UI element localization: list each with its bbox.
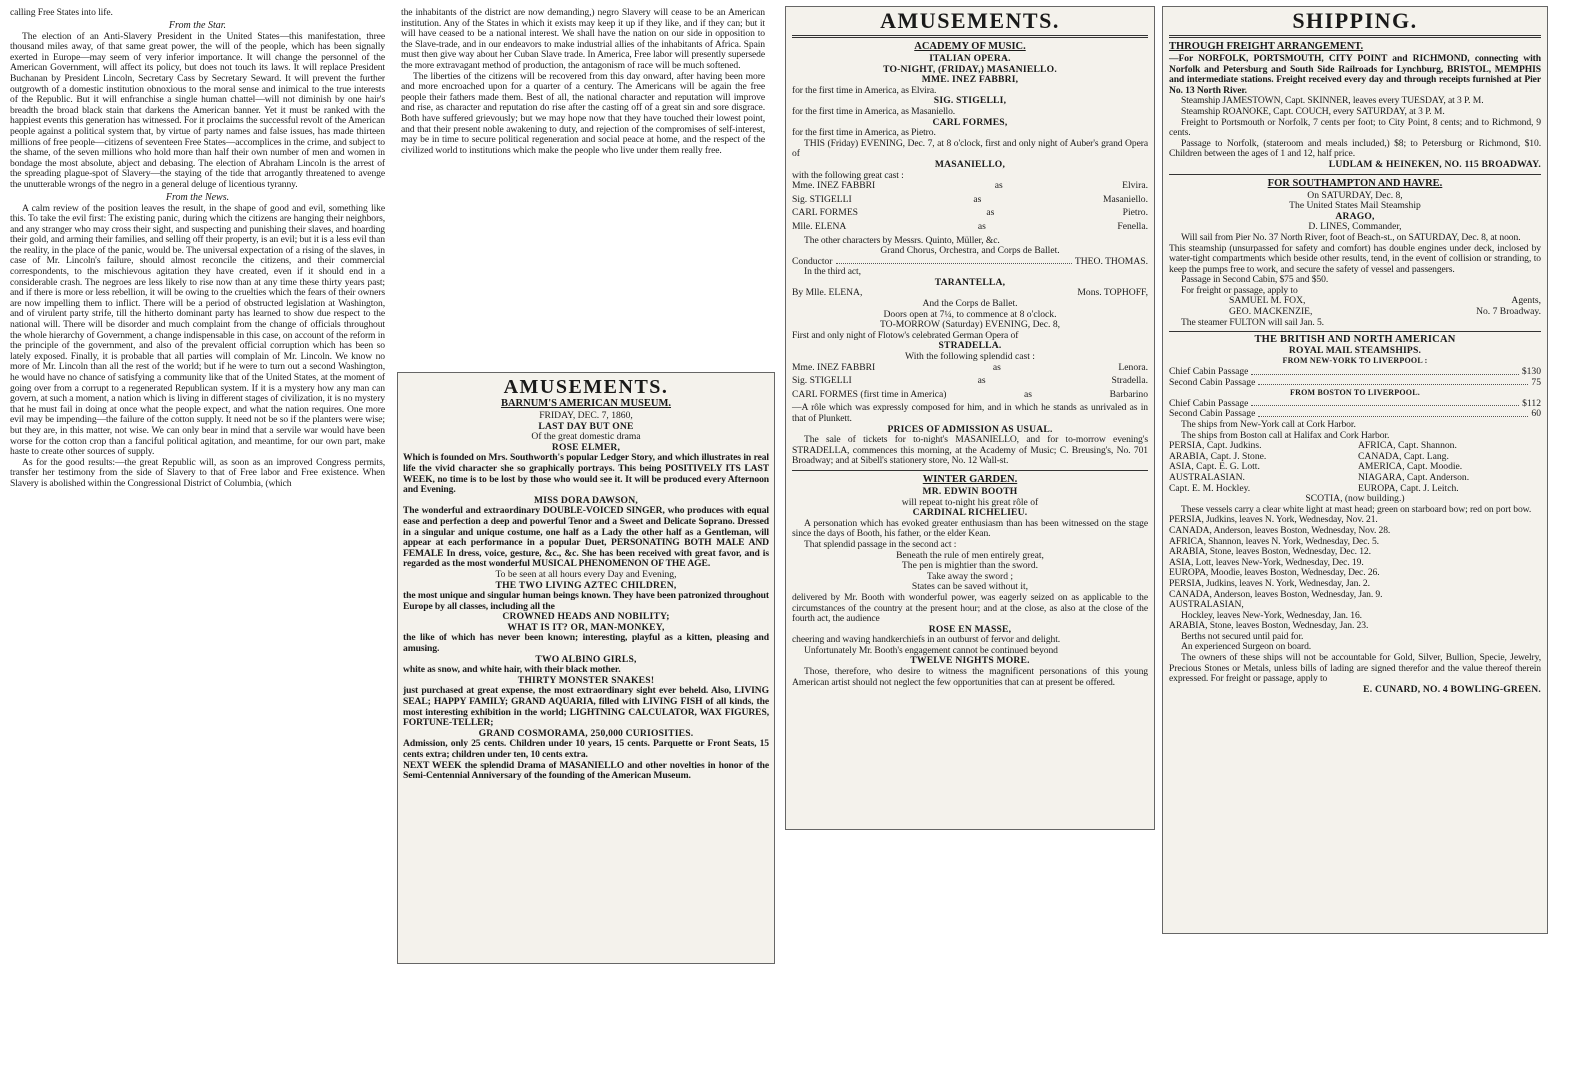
ad-line: MISS DORA DAWSON, (534, 494, 638, 506)
ad-line: MME. INEZ FABBRI, (921, 74, 1019, 86)
ad-paragraph: This steamship (unsurpassed for safety and comfort) has double engines under deck, inclosed by water-tight compartments which beside other results, tend, in the event of collision or stranding, to keep the pumps free to work, and secure the safety of vessel and passengers. (1169, 242, 1541, 275)
ad-paragraph: Will sail from Pier No. 37 North River, foot of Beach-st., on SATURDAY, Dec. 8, at noon. (1181, 231, 1521, 243)
ad-paragraph: Freight to Portsmouth or Norfolk, 7 cents per foot; to City Point, 8 cents; and to Richmond, 9 cents. (1169, 116, 1541, 139)
ad-paragraph: Unfortunately Mr. Booth's engagement cannot be continued beyond (804, 644, 1058, 656)
sailing-line: CANADA, Anderson, leaves Boston, Wednesday, Nov. 28. (1169, 524, 1391, 536)
through-freight-title: THROUGH FREIGHT ARRANGEMENT. (1169, 41, 1364, 52)
fare-row: Chief Cabin Passage $112 (1169, 397, 1541, 409)
amusements-heading: AMUSEMENTS. (503, 376, 669, 398)
ad-line: On SATURDAY, Dec. 8, (1307, 189, 1403, 201)
ad-line: TWO ALBINO GIRLS, (535, 653, 637, 665)
ad-line: CARL FORMES, (932, 116, 1008, 128)
southampton-title: FOR SOUTHAMPTON AND HAVRE. (1267, 177, 1443, 189)
editorial-continuation (397, 6, 769, 360)
ship-name: AFRICA, Capt. Shannon. (1358, 440, 1457, 452)
ad-paragraph: The sale of tickets for to-night's MASANIELLO, and for to-morrow evening's STRADELLA, commences this morning, at the Academy of Music; C. Breusing's, No. 701 Broadway; and at Sibell's stationery store, No. 12 Wall-st. (792, 434, 1148, 467)
academy-advertisement (785, 6, 1155, 830)
ad-line: SIG. STIGELLI, (933, 95, 1007, 107)
ad-line: Passage in Second Cabin, $75 and $50. (1181, 274, 1329, 286)
cunard-title: THE BRITISH AND NORTH AMERICAN (1254, 334, 1456, 346)
ad-line: An experienced Surgeon on board. (1181, 641, 1312, 653)
ad-line: For freight or passage, apply to (1181, 284, 1298, 296)
ad-line: The ships from Boston call at Halifax and Cork Harbor. (1181, 429, 1390, 441)
news-heading: From the News. (165, 191, 230, 203)
fare-row: Second Cabin Passage 60 (1169, 408, 1541, 420)
ad-line: MR. EDWIN BOOTH (922, 485, 1018, 497)
academy-title: ACADEMY OF MUSIC. (914, 41, 1026, 52)
star-paragraph: The election of an Anti-Slavery President in the United States—this manifestation, three thousand miles away, of that same great power, the will of the people, which has been signally exerted in Europe—may seem of very inferior importance. It will change the personnel of the American Government, will affect its policy, but does not touch its laws. It will replace President Buchanan by President Lincoln, Secretary Cass by Secretary Seward. It will prevent the further outgrowth of a domestic institution obnoxious to the moral sense and inimical to the true interests of the Republic. But it will enfranchise a single human chattel—will not diminish by one hair's breadth the broad black stain that darkens the American banner. Yet it must be ranked with the happiest events this generation has witnessed. For it proclaims the successful revolt of the American people against a political system that, by virtue of party names and false issues, has made thirteen millions of free people—citizens of seventeen Free States—accomplices in the crime, and subject to the shame, of the seven millions who hold more than half their own number of men and women in bondage the most absolute, abject and debasing. The election of Abraham Lincoln is the arrest of the spreading plague-spot of Slavery—the staying of the tide that arrogantly threatened to avenge the unutterable wrongs of the negro in a general deluge of licentious tyranny. (10, 30, 385, 190)
cast-row: CARL FORMES (first time in America) as Barbarino (792, 388, 1148, 400)
ad-line: ARAGO, (1335, 210, 1375, 222)
cunard-subtitle: ROYAL MAIL STEAMSHIPS. (1288, 344, 1422, 356)
quote-line: States can be saved without it, (911, 581, 1029, 593)
ad-line: TARANTELLA, (934, 276, 1006, 288)
ad-line: with the following great cast : (792, 169, 904, 181)
star-heading: From the Star. (168, 19, 227, 31)
ad-line: STRADELLA. (938, 340, 1002, 352)
ad-paragraph: white as snow, and white hair, with their black mother. (403, 664, 621, 676)
ad-line: TWELVE NIGHTS MORE. (910, 655, 1030, 667)
ship-name: NIAGARA, Capt. Anderson. (1358, 471, 1470, 483)
ad-line: Of the great domestic drama (531, 431, 641, 443)
sailing-line: PERSIA, Judkins, leaves N. York, Wednesday, Jan. 2. (1169, 577, 1370, 589)
ad-paragraph: These vessels carry a clear white light at mast head; green on starboard bow; red on port bow. (1181, 503, 1532, 515)
ad-line: E. CUNARD, NO. 4 BOWLING-GREEN. (1363, 683, 1541, 695)
ad-line: That splendid passage in the second act : (804, 538, 957, 550)
ad-line: Grand Chorus, Orchestra, and Corps de Ballet. (880, 245, 1060, 257)
ad-line: THE TWO LIVING AZTEC CHILDREN, (495, 579, 677, 591)
ad-line: GRAND COSMORAMA, 250,000 CURIOSITIES. (478, 727, 694, 739)
ad-line: TO-MORROW (Saturday) EVENING, Dec. 8, (879, 319, 1061, 331)
sailing-line: CANADA, Anderson, leaves Boston, Wednesday, Jan. 9. (1169, 588, 1383, 600)
ad-line: WHAT IS IT? OR, MAN-MONKEY, (507, 621, 665, 633)
ad-paragraph: The wonderful and extraordinary DOUBLE-VOICED SINGER, who produces with equal ease and perfection a deep and powerful Tenor and a Sweet and Delicate Soprano. Dressed in a singular and unique costume, one half as a Lady the other half as a Gentleman, will appear at each performance in a popular Duet, PERSONATING BOTH MALE AND FEMALE In dress, voice, gesture, &c., &c. She has been received with great favor, and is regarded as the most wonderful MUSICAL PHENOMENON OF THE AGE. (403, 505, 769, 570)
ad-line: ROSE EN MASSE, (928, 623, 1012, 635)
ad-line: Berths not secured until paid for. (1181, 630, 1304, 642)
ship-name: EUROPA, Capt. J. Leitch. (1358, 482, 1459, 494)
rule (1169, 35, 1541, 38)
ad-line: MASANIELLO, (934, 158, 1006, 170)
editorial-column (6, 6, 389, 1078)
ad-paragraph: Those, therefore, who desire to witness the magnificent personations of this young American artist should not neglect the few opportunities that can at present be offered. (792, 666, 1148, 688)
rule (792, 470, 1148, 471)
ad-line: CARDINAL RICHELIEU. (912, 507, 1028, 519)
sailing-line: AFRICA, Shannon, leaves N. York, Wednesday, Dec. 5. (1169, 535, 1379, 547)
ad-line: FROM NEW-YORK TO LIVERPOOL : (1282, 356, 1428, 366)
cast-row: Mme. INEZ FABBRI as Elvira. (792, 180, 1148, 192)
agents-row: SAMUEL M. FOX, Agents, (1229, 295, 1541, 307)
ad-paragraph: THIS (Friday) EVENING, Dec. 7, at 8 o'clock, first and only night of Auber's grand Opera of (792, 137, 1148, 160)
continuation-paragraph: the inhabitants of the district are now demanding,) negro Slavery will cease to be an American institution. Any of the States in which it exists may keep it up if they like, and if they can; but it will have ceased to be a national interest. We shall have the nation on our side in opposition to the Slave-trade, and in our endeavors to make industrial allies of the inhabitants of Africa. Spain must then give way about her Cuban Slave trade. In America, Free labor will presently supersede the more extravagant method of production, the antagonism of race will be much softened. (401, 7, 765, 71)
cast-row: Mme. INEZ FABBRI as Lenora. (792, 361, 1148, 373)
ad-line: With the following splendid cast : (905, 351, 1035, 363)
ad-line: First and only night of Flotow's celebrated German Opera of (792, 329, 1019, 341)
barnum-title: BARNUM'S AMERICAN MUSEUM. (500, 398, 672, 409)
ship-name: ASIA, Capt. E. G. Lott. (1169, 461, 1260, 473)
ad-line: LUDLAM & HEINEKEN, NO. 115 BROADWAY. (1328, 158, 1541, 170)
sailing-line: ARABIA, Stone, leaves Boston, Wednesday, Jan. 23. (1169, 620, 1369, 632)
sailing-line: ASIA, Lott, leaves New-York, Wednesday, Dec. 19. (1169, 556, 1364, 568)
ad-line: for the first time in America, as Elvira. (792, 84, 937, 96)
sailing-line: Hockley, leaves New-York, Wednesday, Jan. 16. (1181, 609, 1362, 621)
ad-line: FROM BOSTON TO LIVERPOOL. (1290, 388, 1420, 398)
ad-line: LAST DAY BUT ONE (538, 420, 634, 432)
quote-line: Beneath the rule of men entirely great, (896, 549, 1044, 561)
ballet-row: By Mlle. ELENA, Mons. TOPHOFF, (792, 287, 1148, 299)
quote-line: The pen is mightier than the sword. (901, 560, 1039, 572)
sailing-line: EUROPA, Moodie, leaves Boston, Wednesday, Dec. 26. (1169, 567, 1380, 579)
ad-line: ROSE ELMER, (551, 441, 621, 453)
shipping-heading: SHIPPING. (1292, 8, 1418, 33)
ad-line: FRIDAY, DEC. 7, 1860, (539, 410, 633, 421)
rule (1169, 331, 1541, 332)
intro-line: calling Free States into life. (10, 7, 113, 18)
ad-paragraph: NEXT WEEK the splendid Drama of MASANIELLO and other novelties in honor of the Semi-Centennial Anniversary of the founding of the American Museum. (403, 759, 769, 782)
ad-paragraph: The owners of these ships will not be accountable for Gold, Silver, Bullion, Specie, Jewelry, Precious Stones or Metals, unless bills of lading are signed therefor and the value thereof therein expressed. For freight or passage, apply to (1169, 652, 1541, 685)
ad-line: The other characters by Messrs. Quinto, Müller, &c. (804, 234, 1000, 246)
ad-paragraph: delivered by Mr. Booth with wonderful power, was eagerly seized on as applicable to the circumstances of the country at the present hour; and at the close, as also at the close of the fourth act, the audience (792, 591, 1148, 625)
ship-name: ARABIA, Capt. J. Stone. (1169, 450, 1267, 462)
agents-row: GEO. MACKENZIE, No. 7 Broadway. (1229, 306, 1541, 318)
ad-line: And the Corps de Ballet. (922, 298, 1018, 310)
winter-garden-title: WINTER GARDEN. (922, 473, 1018, 485)
ad-line: The United States Mail Steamship (1289, 200, 1421, 212)
cast-row: Sig. STIGELLI as Masaniello. (792, 193, 1148, 205)
news-paragraph: A calm review of the position leaves the result, in the shape of good and evil, something like this. To take the evil first: The existing panic, during which the citizens are hanging their neighbors, and any stranger who may cross their sight, and suspecting and punishing their slaves, and hoarding their gold, and arming their families, and selling off their property, is an evil; but it is a less evil than the reality, in the place of the panic, would be. The universal expectation of a rising of the slaves, in case of Mr. Lincoln's failure, should almost reconcile the citizens, and their commercial correspondents, to the mischievous agitation they have created, even if it should end in a considerable crash. The negroes are less likely to rise now than at any time these thirty years past; and if there is more or less rebellion, it will be owing to the cruelties which the fears of their owners are now impelling them to inflict. There will be a period of obstructed legislation at Washington, and of virulent party strife, till the hitherto dominant party has learned to show due respect to the national will. There will be disorder and much complaint from the change of officials throughout the whole hierarchy of Government, a change indispensable in this case, on account of the reform in the principle of the government, and also of the prevalent official corruption which has been so lately exposed. Finally, it is probable that all parties will complain of Mr. Lincoln. We know no more of Mr. Lincoln than all the rest of the world; but if he were to turn out a second Washington, he would have no chance of satisfying a community like that of the United States, at the moment of going over from a corrupt to a regenerated Republican system. If it is a mystery how any man can govern, at such a moment, a nation which is living in different stages of civilization, it is no mystery that he must fail in doing at once what the people expect, and what the nation requires. One more evil may be impending—the failure of the cotton supply. It need not be so if the planters were wise; but they are, in this matter, not wise. We can only bear in mind that a servile war would have been worse for the cotton crop than a fanciful political agitation, and meantime, for our own part, make haste to create other sources of supply. (10, 202, 385, 458)
fare-row: Second Cabin Passage 75 (1169, 376, 1541, 388)
ad-line: for the first time in America, as Pietro. (792, 127, 936, 139)
ad-paragraph: A personation which has evoked greater enthusiasm than has been witnessed on the stage since the days of Booth, his father, or the elder Kean. (792, 517, 1148, 540)
ad-line: will repeat to-night his great rôle of (901, 496, 1039, 508)
ad-line: CROWNED HEADS AND NOBILITY; (502, 611, 670, 623)
ad-line: TO-NIGHT, (FRIDAY,) MASANIELLO. (883, 63, 1057, 75)
ad-paragraph: —A rôle which was expressly composed for him, and in which he stands as unrivaled as in that of Plunkett. (792, 402, 1148, 424)
ad-line: Doors open at 7¼, to commence at 8 o'clock. (883, 308, 1057, 320)
ad-line: ITALIAN OPERA. (929, 53, 1011, 64)
fare-row: Chief Cabin Passage $130 (1169, 366, 1541, 378)
ad-paragraph: —For NORFOLK, PORTSMOUTH, CITY POINT and RICHMOND, connecting with Norfolk and Petersburg and South Side Railroads for Lynchburg, BRISTOL, MEMPHIS and intermediate stations. Freight received every day and through receipts furnished at Pier No. 13 North River. (1169, 53, 1541, 96)
continuation-paragraph: The liberties of the citizens will be recovered from this day onward, after having been more and more encroached upon for a quarter of a century. The Americans will be again the free people their fathers made them. Best of all, the national character and reputation will improve and rise, as character and reputation do rise after the casting off of a great sin and sore disgrace. Both have suffered grievously; but we may hope now that they have touched their lowest point, and that their present noble awakening to duty, and rejection of the compromises of self-interest, may be in time to secure political regeneration and social peace at home, and the respect of the civilized world to institutions which make the people who live under them really free. (401, 70, 765, 156)
ad-paragraph: Steamship ROANOKE, Capt. COUCH, every SATURDAY, at 3 P. M. (1181, 105, 1445, 117)
cast-row: CARL FORMES as Pietro. (792, 207, 1148, 219)
rule (792, 35, 1148, 38)
ship-name: CANADA, Capt. Lang. (1358, 450, 1449, 462)
ship-name: AUSTRALASIAN. (1169, 471, 1245, 483)
conductor-row: Conductor THEO. THOMAS. (792, 255, 1148, 267)
ad-paragraph: Which is founded on Mrs. Southworth's popular Ledger Story, and which illustrates in real life the vivid character she so graphically portrays. This being POSITIVELY ITS LAST WEEK, no time is to be lost by those who would see it. It will be produced every Afternoon and Evening. (403, 452, 769, 496)
ad-line: THIRTY MONSTER SNAKES! (517, 674, 655, 686)
cast-row: Mlle. ELENA as Fenella. (792, 220, 1148, 232)
news-paragraph: As for the good results:—the great Republic will, as soon as an improved Congress permits, transfer her testimony from the side of Slavery to that of Free labor and Free existence. When Slavery is abolished within the Congressional District of Columbia, (which (10, 456, 385, 489)
sailing-line: ARABIA, Stone, leaves Boston, Wednesday, Dec. 12. (1169, 546, 1371, 558)
ad-line: The ships from New-York call at Cork Harbor. (1181, 419, 1356, 430)
ad-paragraph: cheering and waving handkerchiefs in an outburst of fervor and delight. (792, 634, 1061, 646)
ad-line: PRICES OF ADMISSION AS USUAL. (887, 423, 1053, 435)
ship-name: AMERICA, Capt. Moodie. (1358, 461, 1463, 473)
ad-paragraph: the most unique and singular human beings known. They have been patronized throughout Europe by all classes, including all the (403, 590, 769, 612)
ship-list (1169, 441, 1541, 494)
ad-line: In the third act, (804, 266, 861, 278)
ad-paragraph: Admission, only 25 cents. Children under 10 years, 15 cents. Parquette or Front Seats, 15 cents extra; children under ten, 10 cents extra. (403, 738, 769, 760)
barnum-advertisement (397, 372, 775, 964)
shipping-advertisement (1162, 6, 1548, 934)
ad-paragraph: Passage to Norfolk, (stateroom and meals included,) $8; to Petersburg or Richmond, $10. Children between the ages of 1 and 12, half price. (1169, 137, 1541, 160)
sailing-line: PERSIA, Judkins, leaves N. York, Wednesday, Nov. 21. (1169, 514, 1378, 526)
ad-line: To be seen at all hours every Day and Evening, (495, 568, 677, 580)
ship-name: Capt. E. M. Hockley. (1169, 482, 1251, 494)
cast-row: Sig. STIGELLI as Stradella. (792, 375, 1148, 387)
ad-paragraph: the like of which has never been known; interesting, playful as a kitten, pleasing and amusing. (403, 632, 769, 655)
quote-line: Take away the sword ; (926, 570, 1014, 582)
ad-paragraph: Steamship JAMESTOWN, Capt. SKINNER, leaves every TUESDAY, at 3 P. M. (1181, 95, 1484, 107)
amusements-heading: AMUSEMENTS. (880, 8, 1060, 33)
ad-line: The steamer FULTON will sail Jan. 5. (1181, 316, 1324, 328)
ad-paragraph: just purchased at great expense, the most extraordinary sight ever beheld. Also, LIVING SEAL; HAPPY FAMILY; GRAND AQUARIA, filled with LIVING FISH of all kinds, the most interesting exhibition in the world; LIGHTNING CALCULATOR, WAX FIGURES, FORTUNE-TELLER; (403, 685, 769, 729)
ad-line: for the first time in America, as Masaniello. (792, 105, 956, 117)
rule (1169, 174, 1541, 175)
ad-line: D. LINES, Commander, (1308, 221, 1402, 233)
ship-name: PERSIA, Capt. Judkins. (1169, 440, 1262, 452)
sailing-line: AUSTRALASIAN, (1169, 599, 1244, 611)
ad-line: SCOTIA, (now building.) (1305, 493, 1405, 505)
